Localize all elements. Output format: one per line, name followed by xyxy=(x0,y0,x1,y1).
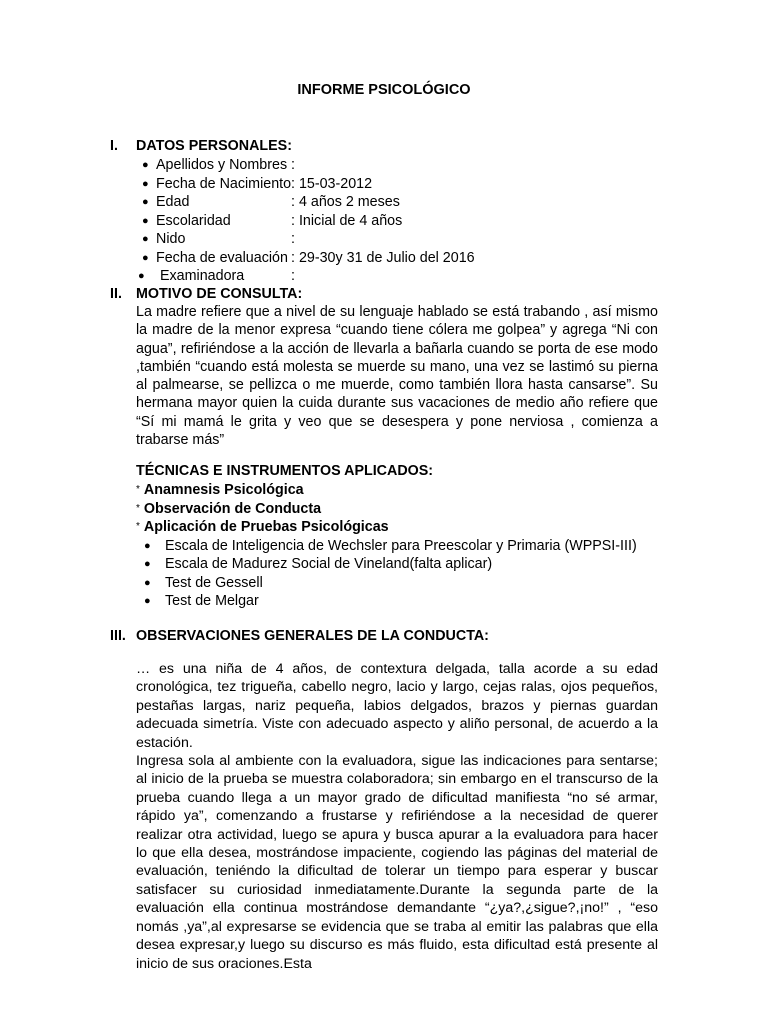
asterisk-icon: * xyxy=(136,521,140,532)
bullet-icon: ● xyxy=(142,159,149,171)
field-examinadora xyxy=(136,267,676,286)
test-item xyxy=(136,555,676,574)
field-value: : xyxy=(291,231,295,247)
techniques-title: TÉCNICAS E INSTRUMENTOS APLICADOS: xyxy=(136,463,434,479)
test-item xyxy=(136,592,676,611)
field-label: Fecha de evaluación xyxy=(156,249,288,266)
test-label: Escala de Madurez Social de Vineland(falta aplicar) xyxy=(165,556,493,573)
section-1-title: DATOS PERSONALES: xyxy=(136,138,292,154)
section-1-number: I. xyxy=(110,138,118,154)
field-fecha-evaluacion xyxy=(136,249,676,268)
field-value: : 29-30y 31 de Julio del 2016 xyxy=(291,249,475,266)
asterisk-icon: * xyxy=(136,484,140,495)
bullet-icon: ● xyxy=(144,595,151,608)
bullet-icon: ● xyxy=(142,251,149,264)
field-value: : 15-03-2012 xyxy=(291,175,373,192)
field-label: Edad xyxy=(156,194,190,210)
motivo-paragraph: La madre refiere que a nivel de su lenguaje hablado se está trabando , así mismo la madre de la menor expresa “cuando tiene cólera me golpea” y agrega “Ni con agua”, refiriéndose a la acción de llevarla a bañarla cuando se porta de ese modo ,también “cuando está molesta se muerde su mano, una vez se lastimó su pierna al palmearse, se pellizca o me muerde, como también llora hasta cansarse”. Su hermana mayor quien la cuida durante sus vacaciones de medio año refiere que “Sí mi mamá le grita y veo que se desespera y pone nerviosa , comienza a trabarse más” xyxy=(136,304,658,449)
field-label: Fecha de Nacimiento xyxy=(156,175,292,192)
technique-label: Observación de Conducta xyxy=(143,500,322,517)
technique-item xyxy=(136,481,676,500)
field-label: Escolaridad xyxy=(156,212,231,229)
technique-item xyxy=(136,518,676,537)
bullet-icon: ● xyxy=(144,558,151,571)
observations-paragraph-1: … es una niña de 4 años, de contextura delgada, talla acorde a su edad cronológica, tez trigueña, cabello negro, lacio y largo, cejas ralas, ojos pequeños, pestañas largas, nariz pequeña, labios delgados, brazos y piernas guardan adecuada simetría. Viste con adecuado aspecto y aliño personal, de acuerdo a la estación. xyxy=(136,661,658,751)
bullet-icon: ● xyxy=(144,576,151,589)
test-label: Test de Gessell xyxy=(165,574,263,591)
technique-label: Aplicación de Pruebas Psicológicas xyxy=(143,519,389,535)
technique-item xyxy=(136,500,676,519)
field-label: Examinadora xyxy=(160,268,245,284)
personal-data-list xyxy=(136,156,676,286)
document-title: INFORME PSICOLÓGICO xyxy=(297,82,471,98)
field-value: : xyxy=(291,268,295,284)
bullet-icon: ● xyxy=(142,177,149,190)
field-escolaridad xyxy=(136,212,676,231)
section-3-number: III. xyxy=(110,628,126,644)
field-nido xyxy=(136,230,676,249)
test-label: Escala de Inteligencia de Wechsler para Preescolar y Primaria (WPPSI-III) xyxy=(165,537,637,554)
section-3-title: OBSERVACIONES GENERALES DE LA CONDUCTA: xyxy=(136,628,489,644)
field-value: : xyxy=(291,157,295,173)
bullet-icon: ● xyxy=(144,539,151,552)
technique-label: Anamnesis Psicológica xyxy=(143,482,304,498)
test-item xyxy=(136,574,676,593)
test-item xyxy=(136,537,676,556)
field-value: : 4 años 2 meses xyxy=(291,194,400,210)
section-2-title: MOTIVO DE CONSULTA: xyxy=(136,286,303,302)
field-nombres xyxy=(136,156,676,175)
asterisk-icon: * xyxy=(136,502,140,514)
field-edad xyxy=(136,193,676,212)
observations-text xyxy=(136,660,658,973)
field-label: Apellidos y Nombres xyxy=(156,157,288,173)
field-fecha-nacimiento xyxy=(136,175,676,194)
techniques-block xyxy=(136,462,676,611)
bullet-icon: ● xyxy=(142,233,149,245)
observations-paragraph-2: Ingresa sola al ambiente con la evaluadora, sigue las indicaciones para sentarse; al inicio de la prueba se muestra colaboradora; sin embargo en el transcurso de la prueba cuando llega a un mayor grado de dificultad manifiesta “no sé armar, rápido ya”, comenzando a frustarse y refiriéndose a la necesidad de querer realizar otra actividad, luego se apura y busca apurar a la evaluadora para hacer lo que ella desea, mostrándose impaciente, cogiendo las páginas del material de evaluación, teniéndo la dificultad de tolerar un tiempo para esperar y buscar satisfacer su curiosidad inmediatamente.Durante la segunda parte de la evaluación ella continua mostrándose demandante “¿ya?,¿sigue?,¡no!” , “eso nomás ,ya”,al expresarse se evidencia que se traba al emitir las palabras que ella desea expresar,y luego su discurso es más fluido, esta dificultad está presente al inicio de sus oraciones.Esta xyxy=(136,753,658,972)
bullet-icon: ● xyxy=(138,270,145,282)
bullet-icon: ● xyxy=(142,196,149,208)
bullet-icon: ● xyxy=(142,214,149,227)
field-label: Nido xyxy=(156,231,186,247)
section-2-number: II. xyxy=(110,286,122,302)
test-label: Test de Melgar xyxy=(165,593,259,610)
field-value: : Inicial de 4 años xyxy=(291,212,403,229)
